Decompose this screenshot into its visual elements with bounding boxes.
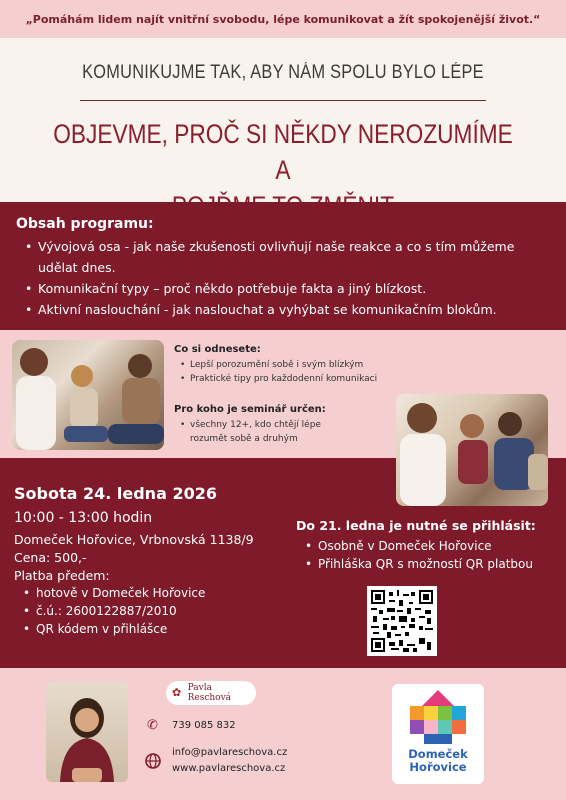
event-time: 10:00 - 13:00 hodin [14,510,153,526]
payment-item: • hotově v Domeček Hořovice [14,584,205,602]
signup-item: • Přihláška QR s možností QR platbou [296,555,533,573]
partner-name-line1: Domeček [408,747,468,761]
program-section [0,202,566,330]
event-date: Sobota 24. ledna 2026 [14,484,217,503]
brand-name: Pavla Reschová [187,683,232,703]
takeaway-heading: Co si odnesete: [174,344,261,355]
program-item: • Vývojová osa - jak naše zkušenosti ovlivňují naše reakce a co s tím můžeme [16,236,550,257]
house-logo-icon [392,684,484,750]
signup-deadline: Do 21. ledna je nutné se přihlásit: [296,518,536,533]
brand-logo [166,681,256,705]
payment-item: • č.ú.: 2600122887/2010 [14,602,205,620]
payment-item: • QR kódem v přihlášce [14,620,205,638]
program-item: • Komunikační typy – proč někdo potřebuje fakta a jiný blízkost. [16,278,550,299]
email-link[interactable]: info@pavlareschova.cz [172,747,288,758]
qr-code[interactable] [367,586,437,656]
audience-block [174,404,326,446]
program-heading: Obsah programu: [16,216,154,232]
program-list [16,236,550,320]
audience-item: • všechny 12+, kdo chtějí lépe [174,418,326,432]
partner-logo [392,684,484,784]
payment-heading: Platba předem: [14,568,110,583]
footer [0,668,566,800]
takeaway-block [174,344,377,386]
program-item-continued: udělat dnes. [38,260,116,275]
hero-section [0,38,566,202]
signup-item: • Osobně v Domeček Hořovice [296,537,533,555]
flower-logo-icon: ✿ [172,686,182,699]
hero-title-line1: OBJEVME, PROČ SI NĚKDY NEROZUMÍME A [53,119,513,185]
website-link[interactable]: www.pavlareschova.cz [172,763,286,774]
partner-name-line2: Hořovice [409,760,467,774]
signup-list [296,537,533,573]
divider [80,100,486,101]
event-price: Cena: 500,- [14,550,87,565]
benefits-section [0,330,566,458]
audience-item-continued: rozumět sobě a druhým [190,434,298,444]
family-photo [12,340,164,450]
takeaway-item: • Praktické tipy pro každodenní komunikaci [174,372,377,386]
people-photo [396,394,548,506]
partner-name [392,748,484,774]
author-portrait [46,682,128,782]
top-quote: „Pomáhám lidem najít vnitřní svobodu, lépe komunikovat a žít spokojenější život.“ [0,0,566,38]
hero-subtitle: KOMUNIKUJME TAK, ABY NÁM SPOLU BYLO LÉPE [82,62,484,83]
phone-icon: ✆ [147,718,158,733]
takeaway-item: • Lepší porozumění sobě i svým blízkým [174,358,377,372]
payment-list [14,584,205,638]
globe-icon [145,753,161,773]
phone-number[interactable]: 739 085 832 [172,720,236,731]
program-item: • Aktivní naslouchání - jak naslouchat a vyhýbat se komunikačním blokům. [16,299,550,320]
event-place: Domeček Hořovice, Vrbnovská 1138/9 [14,532,254,547]
audience-heading: Pro koho je seminář určen: [174,404,326,415]
